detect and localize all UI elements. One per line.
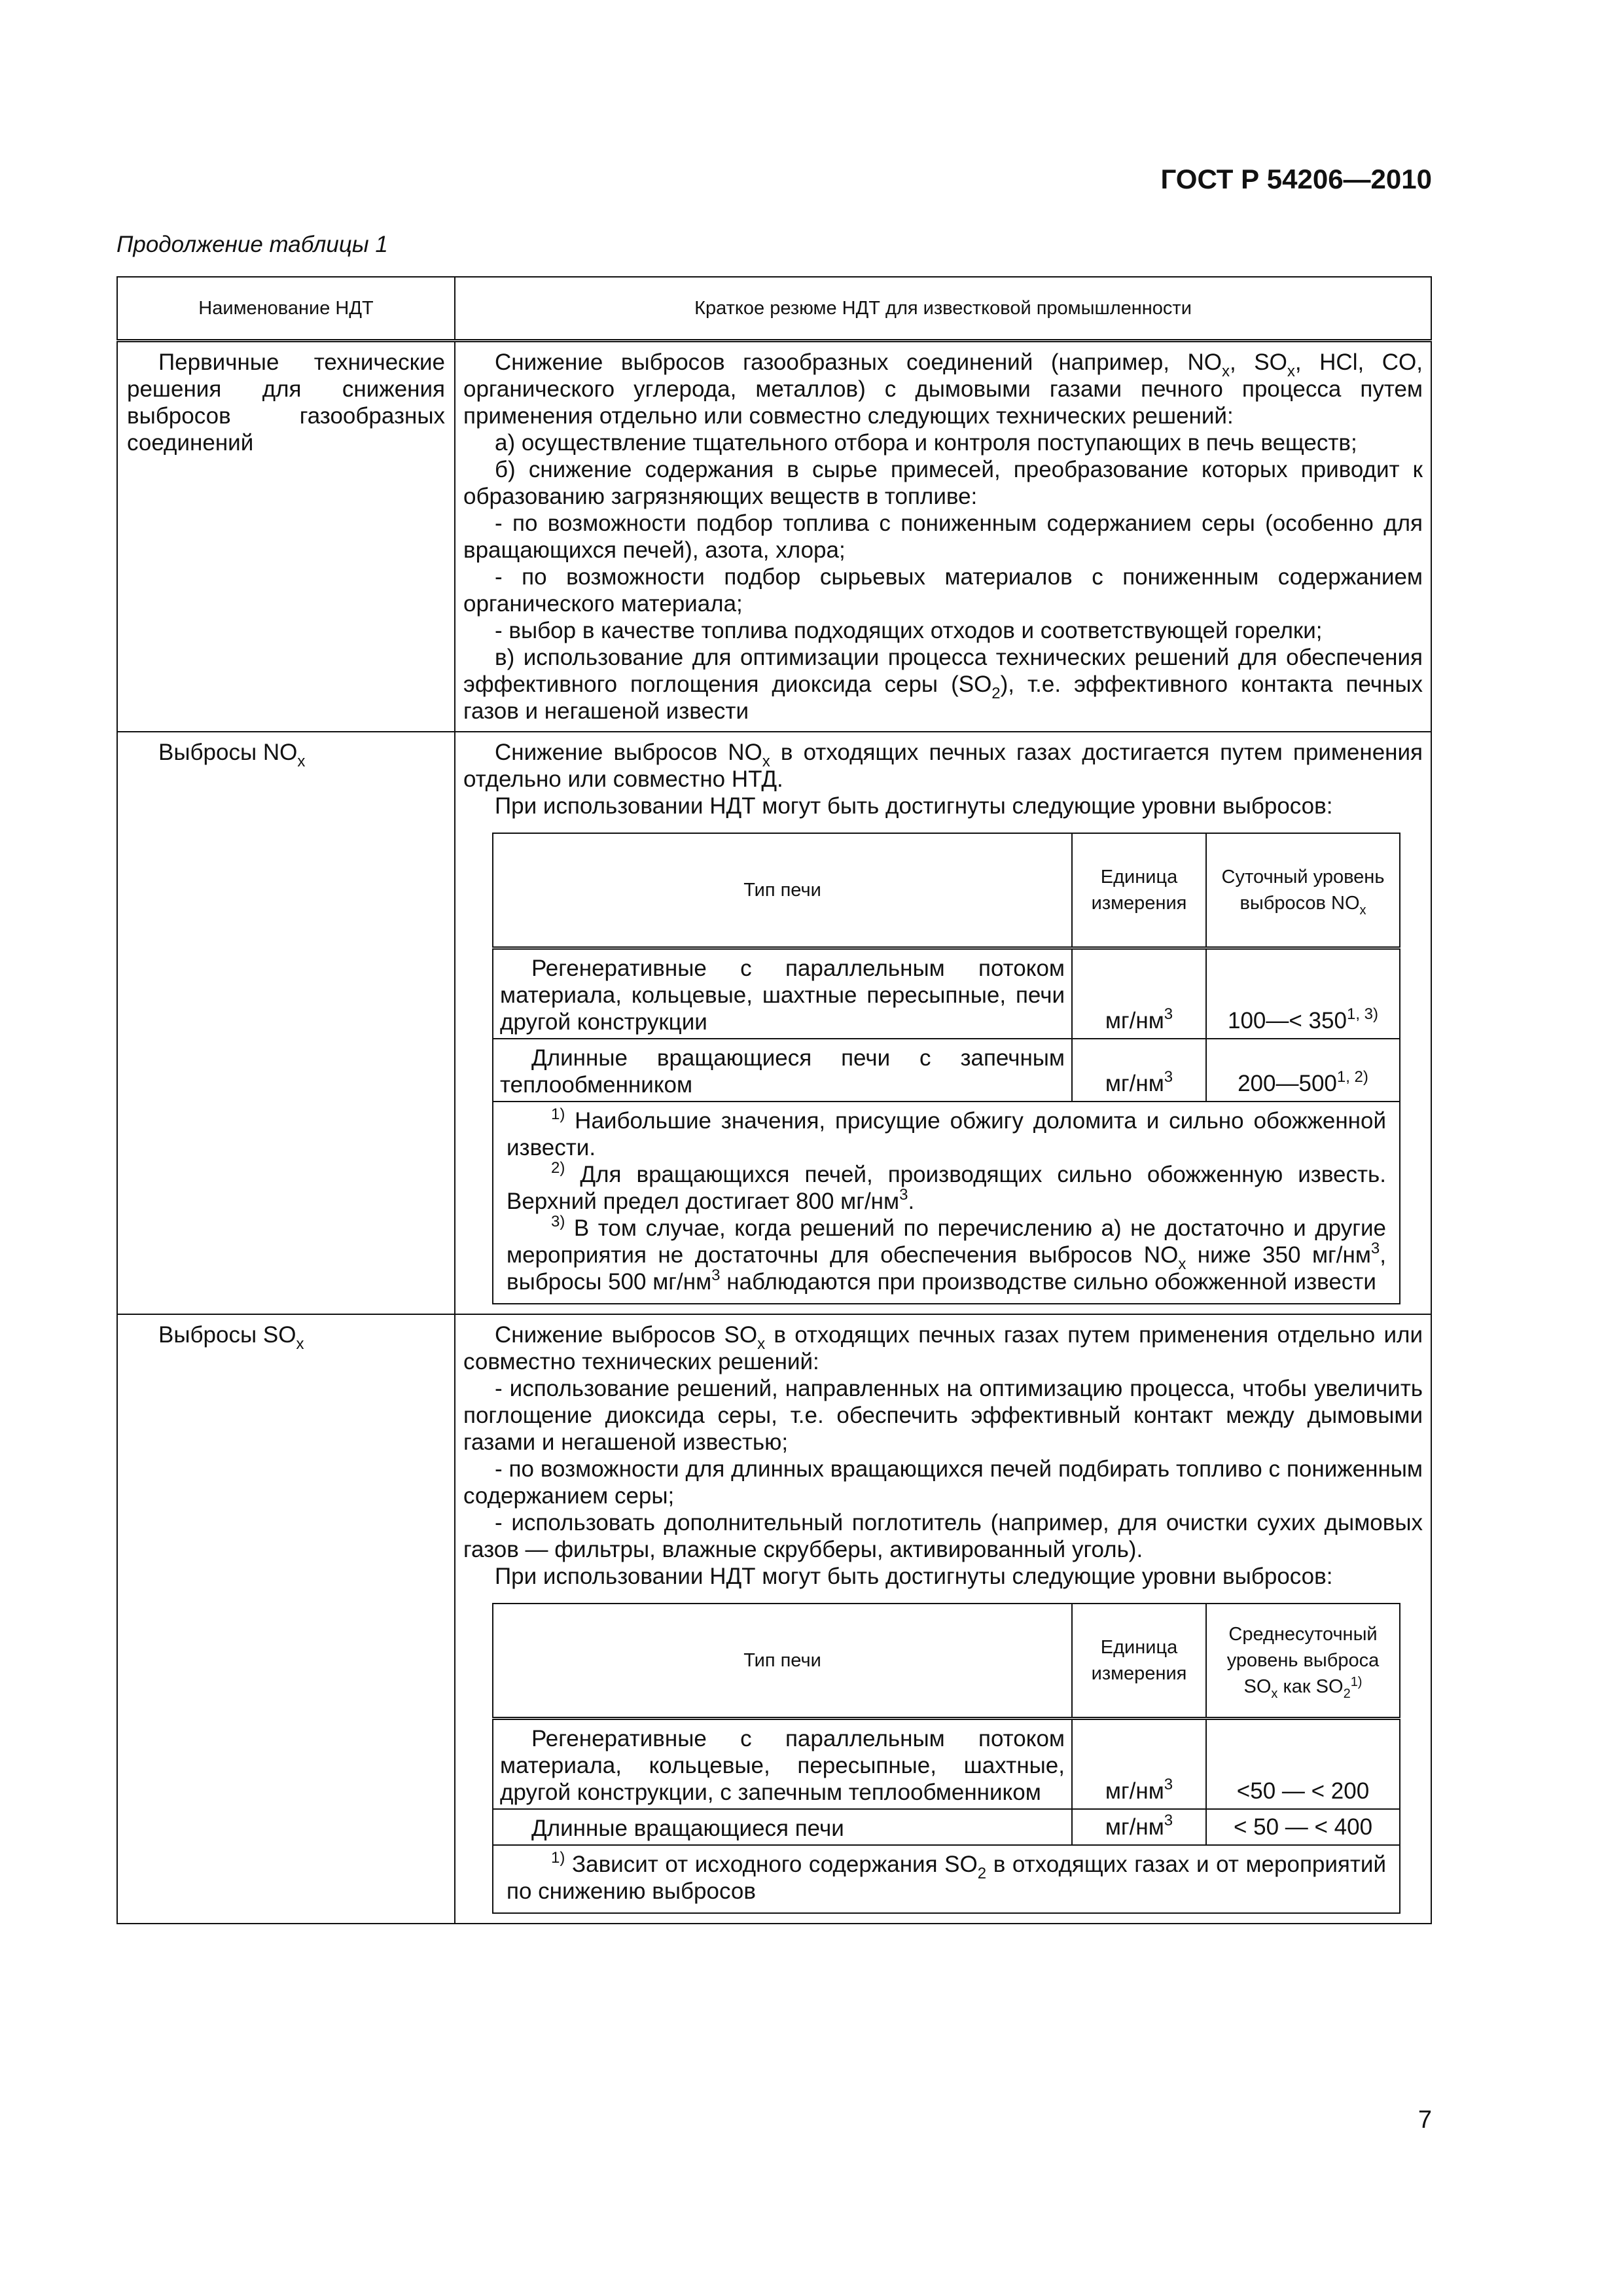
row-description-cell [455,732,1431,1314]
list-item: б) снижение содержания в сырье примесей, преобразование которых приводит к образованию загрязняющих веществ в топливе: [463,457,1423,509]
sub-header-type: Тип печи [493,1604,1072,1719]
footnote: $^{1)}$ Наибольшие значения, присущие обжигу доломита и сильно обожженной извести. [507,1105,1386,1160]
sub-table-notes-row [493,1102,1400,1304]
row-name-cell [117,732,455,1314]
unit-cell: $мг/нм^3$ [1072,948,1206,1039]
standard-number: ГОСТ Р 54206—2010 [1160,164,1432,194]
sub-table-row [493,1039,1400,1102]
paragraph: При использовании НДТ могут быть достигнуты следующие уровни выбросов: [495,1564,1333,1589]
column-header-summary: Краткое резюме НДТ для известковой промышленности [455,277,1431,341]
row-name: Выбросы $NO_x$ [158,740,306,770]
page-number: 7 [1418,2106,1432,2134]
sub-table-row [493,1719,1400,1810]
list-item: - по возможности подбор сырьевых материалов с пониженным содержанием органического материала; [463,564,1423,617]
kiln-type: Регенеративные с параллельным потоком материала, кольцевые, пересыпные, шахтные, другой конструкции, с запечным теплообменником [493,1719,1072,1810]
table-row [117,1314,1431,1924]
paragraph: Снижение выбросов $NO_x$ в отходящих печных газах достигается путем применения отдельно или совместно НТД. [463,740,1423,792]
list-item: - по возможности для длинных вращающихся печей подбирать топливо с пониженным содержанием серы; [463,1456,1423,1509]
nox-levels-table [492,833,1400,1304]
unit-cell: $мг/нм^3$ [1072,1809,1206,1845]
list-item: - выбор в качестве топлива подходящих отходов и соответствующей горелки; [495,618,1323,643]
paragraph: Снижение выбросов газообразных соединений (например, $NO_x$, $SO_x$, HCl, CO, органического углерода, металлов) с дымовыми газами печного процесса путем применения отдельно или совместно следующих технических решений: [463,350,1423,429]
footnotes [493,1845,1400,1913]
unit-cell: $мг/нм^3$ [1072,1039,1206,1102]
table-row [117,341,1431,732]
list-item: - использование решений, направленных на оптимизацию процесса, чтобы увеличить поглощение диоксида серы, т.е. обеспечить эффективный контакт между дымовыми газами и негашеной известью; [463,1376,1423,1455]
footnote: $^{3)}$ В том случае, когда решений по перечислению а) не достаточно и другие мероприятия не достаточны для обеспечения выбросов $NO_x$ ниже 350 $мг/нм^3$, выбросы 500 $мг/нм^3$ наблюдаются при производстве сильно обожженной извести [507,1213,1386,1295]
list-item: - по возможности подбор топлива с пониженным содержанием серы (особенно для вращающихся печей), азота, хлора; [463,511,1423,563]
table-continuation-caption: Продолжение таблицы 1 [116,232,388,257]
sub-header-unit: Единица измерения [1072,833,1206,948]
table-header-row [117,277,1431,341]
level-value: 200—500$^{1, 2)}$ [1206,1039,1400,1102]
sub-table-row [493,948,1400,1039]
row-name: Первичные технические решения для снижения выбросов газообразных соединений [127,350,445,456]
list-item: а) осуществление тщательного отбора и контроля поступающих в печь веществ; [495,430,1357,456]
sub-header-type: Тип печи [493,833,1072,948]
level-value: <50 — < 200 [1206,1719,1400,1810]
sub-table-header-row [493,833,1400,948]
row-name-cell [117,1314,455,1924]
column-header-name: Наименование НДТ [117,277,455,341]
sub-table-notes-row [493,1845,1400,1913]
level-value: 100—< $350^{1, 3)}$ [1206,948,1400,1039]
sub-table-header-row [493,1604,1400,1719]
sub-header-unit: Единица измерения [1072,1604,1206,1719]
kiln-type: Длинные вращающиеся печи с запечным теплообменником [493,1039,1072,1102]
paragraph: При использовании НДТ могут быть достигнуты следующие уровни выбросов: [495,793,1333,819]
footnote: $^{1)}$ Зависит от исходного содержания $SO_2$ в отходящих газах и от мероприятий по снижению выбросов [507,1849,1386,1904]
sub-header-level: Среднесуточный уровень выброса $SO_x$ как $SO_2^{1)}$ [1206,1604,1400,1719]
row-name-cell [117,341,455,732]
footnotes [493,1102,1400,1304]
table-row [117,732,1431,1314]
row-description-cell [455,1314,1431,1924]
list-item: - использовать дополнительный поглотитель (например, для очистки сухих дымовых газов — фильтры, влажные скрубберы, активированный уголь). [463,1510,1423,1562]
footnote: $^{2)}$ Для вращающихся печей, производящих сильно обожженную известь. Верхний предел достигает 800 $мг/нм^3$. [507,1159,1386,1214]
row-description-cell [455,341,1431,732]
sub-header-level: Суточный уровень выбросов $NO_x$ [1206,833,1400,948]
list-item: в) использование для оптимизации процесса технических решений для обеспечения эффективного поглощения диоксида серы $(SO_2)$, т.е. эффективного контакта печных газов и негашеной извести [463,645,1423,724]
level-value: < 50 — < 400 [1206,1809,1400,1845]
row-name: Выбросы $SO_x$ [158,1322,304,1353]
bat-summary-table [116,276,1432,1924]
sub-table-row [493,1809,1400,1845]
sox-levels-table [492,1603,1400,1914]
kiln-type: Регенеративные с параллельным потоком материала, кольцевые, шахтные пересыпные, печи другой конструкции [493,948,1072,1039]
kiln-type: Длинные вращающиеся печи [493,1809,1072,1845]
paragraph: Снижение выбросов $SO_x$ в отходящих печных газах путем применения отдельно или совместно технических решений: [463,1322,1423,1374]
unit-cell: $мг/нм^3$ [1072,1719,1206,1810]
